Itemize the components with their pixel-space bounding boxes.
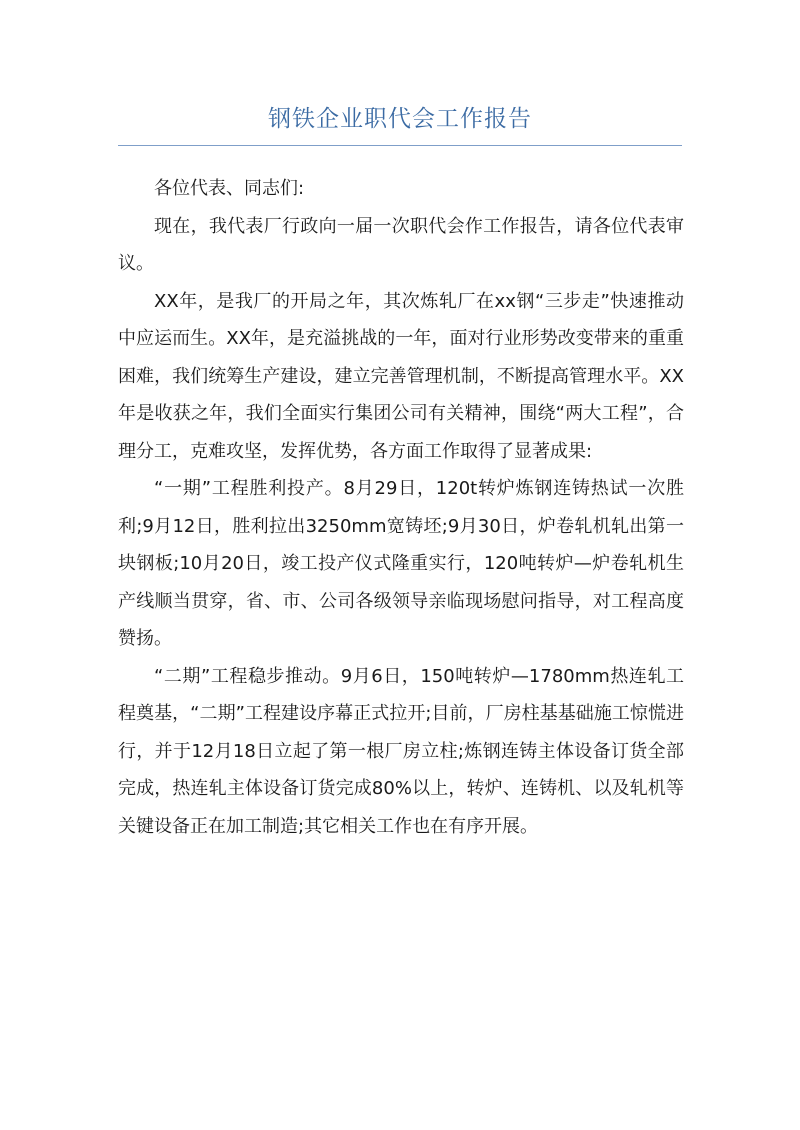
paragraph-phase-two: “二期”工程稳步推动。9月6日，150吨转炉—1780mm热连轧工程奠基，“二期”工程建设序幕正式拉开;目前，厂房柱基基础施工惊慌进行，并于12月18日立起了第一根厂房立柱;炼钢连铸主体设备订货全部完成，热连轧主体设备订货完成80%以上，转炉、连铸机、以及轧机等关键设备正在加工制造;其它相关工作也在有序开展。 — [118, 665, 684, 837]
document-title: 钢铁企业职代会工作报告 — [268, 106, 532, 132]
document-body — [118, 170, 684, 845]
paragraph-phase-one: “一期”工程胜利投产。8月29日，120t转炉炼钢连铸热试一次胜利;9月12日，胜利拉出3250mm宽铸坯;9月30日，炉卷轧机轧出第一块钢板;10月20日，竣工投产仪式隆重实行，120吨转炉—炉卷轧机生产线顺当贯穿，省、市、公司各级领导亲临现场慰问指导，对工程高度赞扬。 — [118, 478, 684, 649]
paragraph-intro: 现在，我代表厂行政向一届一次职代会作工作报告，请各位代表审议。 — [118, 215, 684, 274]
paragraph-overview: XX年，是我厂的开局之年，其次炼轧厂在xx钢“三步走”快速推动中应运而生。XX年，是充溢挑战的一年，面对行业形势改变带来的重重困难，我们统筹生产建设，建立完善管理机制，不断提高管理水平。XX年是收获之年，我们全面实行集团公司有关精神，围绕“两大工程”，合理分工，克难攻坚，发挥优势，各方面工作取得了显著成果: — [118, 290, 684, 462]
salutation: 各位代表、同志们: — [154, 178, 305, 199]
title-underline — [118, 145, 682, 146]
